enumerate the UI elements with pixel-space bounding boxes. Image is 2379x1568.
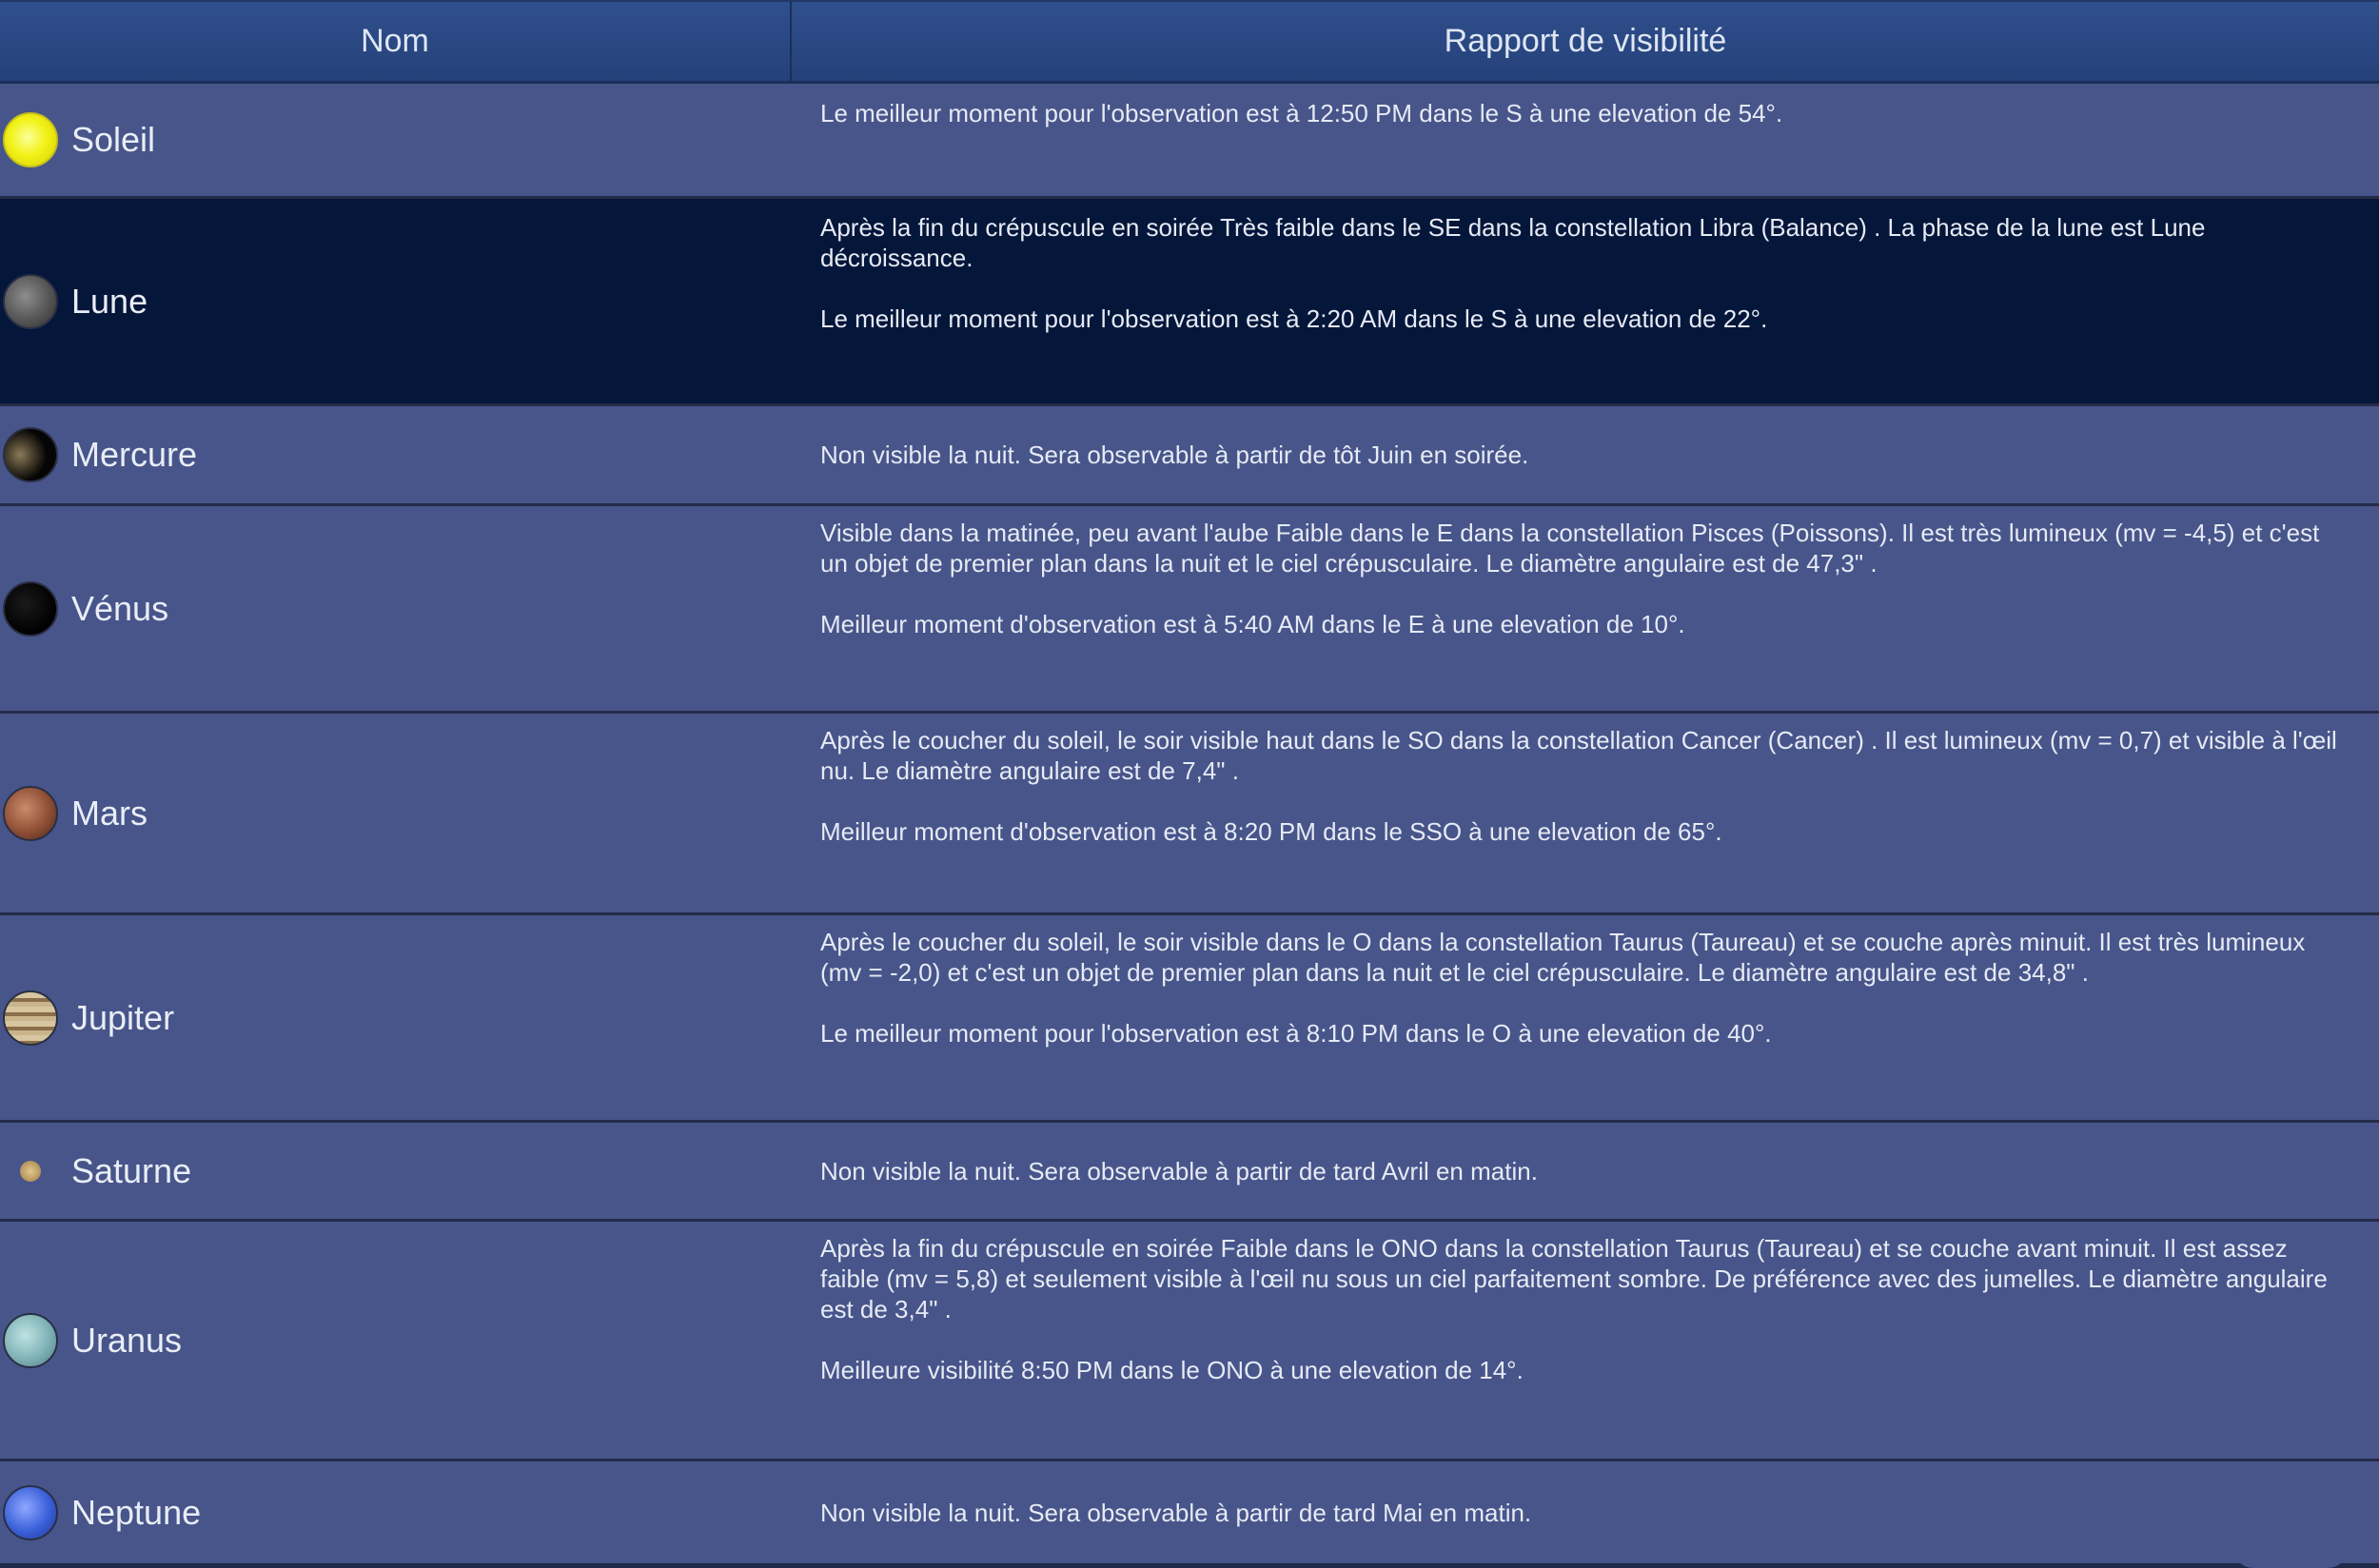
report-text: Après le coucher du soleil, le soir visible dans le O dans la constellation Taurus (Taureau) et se couche après minuit. Il est très lumineux (mv = -2,0) et c'est un objet de premier plan dans la nuit et le ciel crépusculaire. Le diamètre angulaire est de 34,8" . <box>820 928 2306 987</box>
planet-name: Saturne <box>71 1150 192 1190</box>
report-text: Meilleur moment d'observation est à 5:40 AM dans le E à une elevation de 10°. <box>820 610 1685 638</box>
planet-name: Neptune <box>71 1492 202 1532</box>
planet-name: Vénus <box>71 588 169 628</box>
name-cell <box>0 199 792 403</box>
saturn-icon <box>20 1161 41 1182</box>
table-row-soleil[interactable] <box>0 84 2379 199</box>
table-row-jupiter[interactable] <box>0 915 2379 1123</box>
planet-name: Jupiter <box>71 997 175 1037</box>
venus-icon <box>3 581 58 637</box>
table-row-mars[interactable] <box>0 714 2379 915</box>
mercury-icon <box>3 427 58 482</box>
name-cell <box>0 1461 792 1563</box>
report-text: Le meilleur moment pour l'observation est à 8:10 PM dans le O à une elevation de 40°. <box>820 1019 1772 1048</box>
report-cell <box>792 714 2379 912</box>
report-text: Après la fin du crépuscule en soirée Très faible dans le SE dans la constellation Libra (Balance) . La phase de la lune est Lune décroissance. <box>820 213 2206 272</box>
table-row-mercure[interactable] <box>0 406 2379 506</box>
table-row-saturne[interactable] <box>0 1123 2379 1222</box>
report-cell <box>792 1222 2379 1459</box>
table-row-uranus[interactable] <box>0 1222 2379 1461</box>
name-cell <box>0 714 792 912</box>
table-header <box>0 0 2379 84</box>
report-text: Non visible la nuit. Sera observable à partir de tard Mai en matin. <box>820 1498 1532 1527</box>
planet-name: Uranus <box>71 1320 183 1360</box>
report-text: Meilleur moment d'observation est à 8:20 PM dans le SSO à une elevation de 65°. <box>820 817 1722 846</box>
moon-icon <box>3 274 58 329</box>
name-cell <box>0 84 792 196</box>
planet-name: Soleil <box>71 120 156 159</box>
jupiter-icon <box>3 990 58 1046</box>
report-text: Meilleure visibilité 8:50 PM dans le ONO à une elevation de 14°. <box>820 1356 1524 1384</box>
sun-icon <box>3 112 58 167</box>
report-cell <box>792 406 2379 503</box>
planet-name: Mercure <box>71 435 198 474</box>
report-text: Après le coucher du soleil, le soir visible haut dans le SO dans la constellation Cancer (Cancer) . Il est lumineux (mv = 0,7) et visible à l'œil nu. Le diamètre angulaire est de 7,4" . <box>820 726 2337 785</box>
mars-icon <box>3 786 58 841</box>
table-row-neptune[interactable] <box>0 1461 2379 1563</box>
name-cell <box>0 1123 792 1219</box>
name-cell <box>0 506 792 711</box>
report-cell <box>792 84 2379 196</box>
report-cell <box>792 915 2379 1120</box>
name-cell <box>0 915 792 1120</box>
report-text: Visible dans la matinée, peu avant l'aube Faible dans le E dans la constellation Pisces (Poissons). Il est très lumineux (mv = -4,5) et c'est un objet de premier plan dans la nuit et le ciel crépusculaire. Le diamètre angulaire est de 47,3" . <box>820 519 2320 578</box>
name-cell <box>0 1222 792 1459</box>
report-cell <box>792 1123 2379 1219</box>
report-text: Non visible la nuit. Sera observable à partir de tôt Juin en soirée. <box>820 441 1529 469</box>
table-row-venus[interactable] <box>0 506 2379 714</box>
report-text: Le meilleur moment pour l'observation est à 12:50 PM dans le S à une elevation de 54°. <box>820 99 1783 127</box>
report-text: Après la fin du crépuscule en soirée Faible dans le ONO dans la constellation Taurus (Taureau) et se couche avant minuit. Il est assez faible (mv = 5,8) et seulement visible à l'œil nu sous un ciel parfaitement sombre. De préférence avec des jumelles. Le diamètre angulaire est de 3,4" . <box>820 1234 2328 1323</box>
neptune-icon <box>3 1485 58 1540</box>
report-cell <box>792 506 2379 711</box>
planet-name: Mars <box>71 793 147 833</box>
uranus-icon <box>3 1313 58 1368</box>
column-header-report[interactable]: Rapport de visibilité <box>1444 23 1727 59</box>
corner-tab <box>2232 1461 2349 1568</box>
table-row-lune[interactable] <box>0 199 2379 406</box>
column-header-name[interactable]: Nom <box>0 2 792 81</box>
report-text: Non visible la nuit. Sera observable à partir de tard Avril en matin. <box>820 1156 1538 1186</box>
report-text: Le meilleur moment pour l'observation est à 2:20 AM dans le S à une elevation de 22°. <box>820 304 1768 333</box>
name-cell <box>0 406 792 503</box>
planet-name: Lune <box>71 281 148 321</box>
report-cell <box>792 1461 2379 1563</box>
report-cell <box>792 199 2379 403</box>
